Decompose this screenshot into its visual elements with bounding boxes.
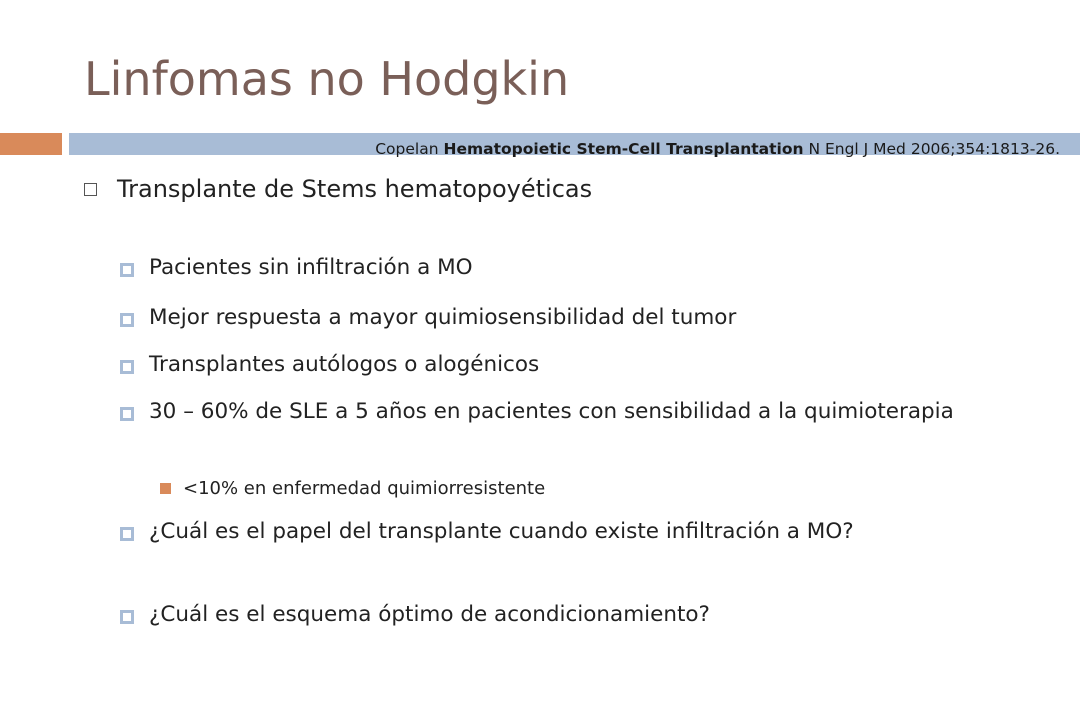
square-bullet-icon [120,610,134,624]
bullet-item [120,396,1029,428]
square-bullet-icon [120,360,134,374]
bullet-item [120,349,1029,381]
bullet-text: 30 – 60% de SLE a 5 años en pacientes con sensibilidad a la quimioterapia [149,399,954,424]
citation-journal: N Engl J Med 2006;354:1813-26. [803,140,1060,158]
level1-bullet-text: Transplante de Stems hematopoyéticas [117,175,593,203]
hollow-square-bullet-icon [84,183,97,196]
bullet-item [120,252,1029,284]
square-bullet-icon [120,263,134,277]
citation-author: Copelan [375,140,444,158]
square-bullet-icon [120,407,134,421]
slide-title: Linfomas no Hodgkin [84,52,570,106]
sub-bullet-item [160,478,545,499]
level1-bullet-item [84,175,592,203]
bullet-text: Pacientes sin infiltración a MO [149,255,473,280]
square-bullet-icon [120,313,134,327]
filled-square-bullet-icon [160,483,171,494]
citation [375,138,1060,160]
square-bullet-icon [120,527,134,541]
citation-article: Hematopoietic Stem-Cell Transplantation [443,140,804,158]
bullet-text: ¿Cuál es el papel del transplante cuando existe infiltración a MO? [149,519,854,544]
bullet-text: ¿Cuál es el esquema óptimo de acondicionamiento? [149,602,710,627]
sub-bullet-text: <10% en enfermedad quimiorresistente [183,478,546,499]
bullet-text: Transplantes autólogos o alogénicos [149,352,540,377]
bullet-item [120,516,1029,548]
bullet-item [120,599,1029,631]
bullet-item [120,302,1029,334]
accent-bar-orange [0,133,62,155]
bullet-text: Mejor respuesta a mayor quimiosensibilidad del tumor [149,305,737,330]
